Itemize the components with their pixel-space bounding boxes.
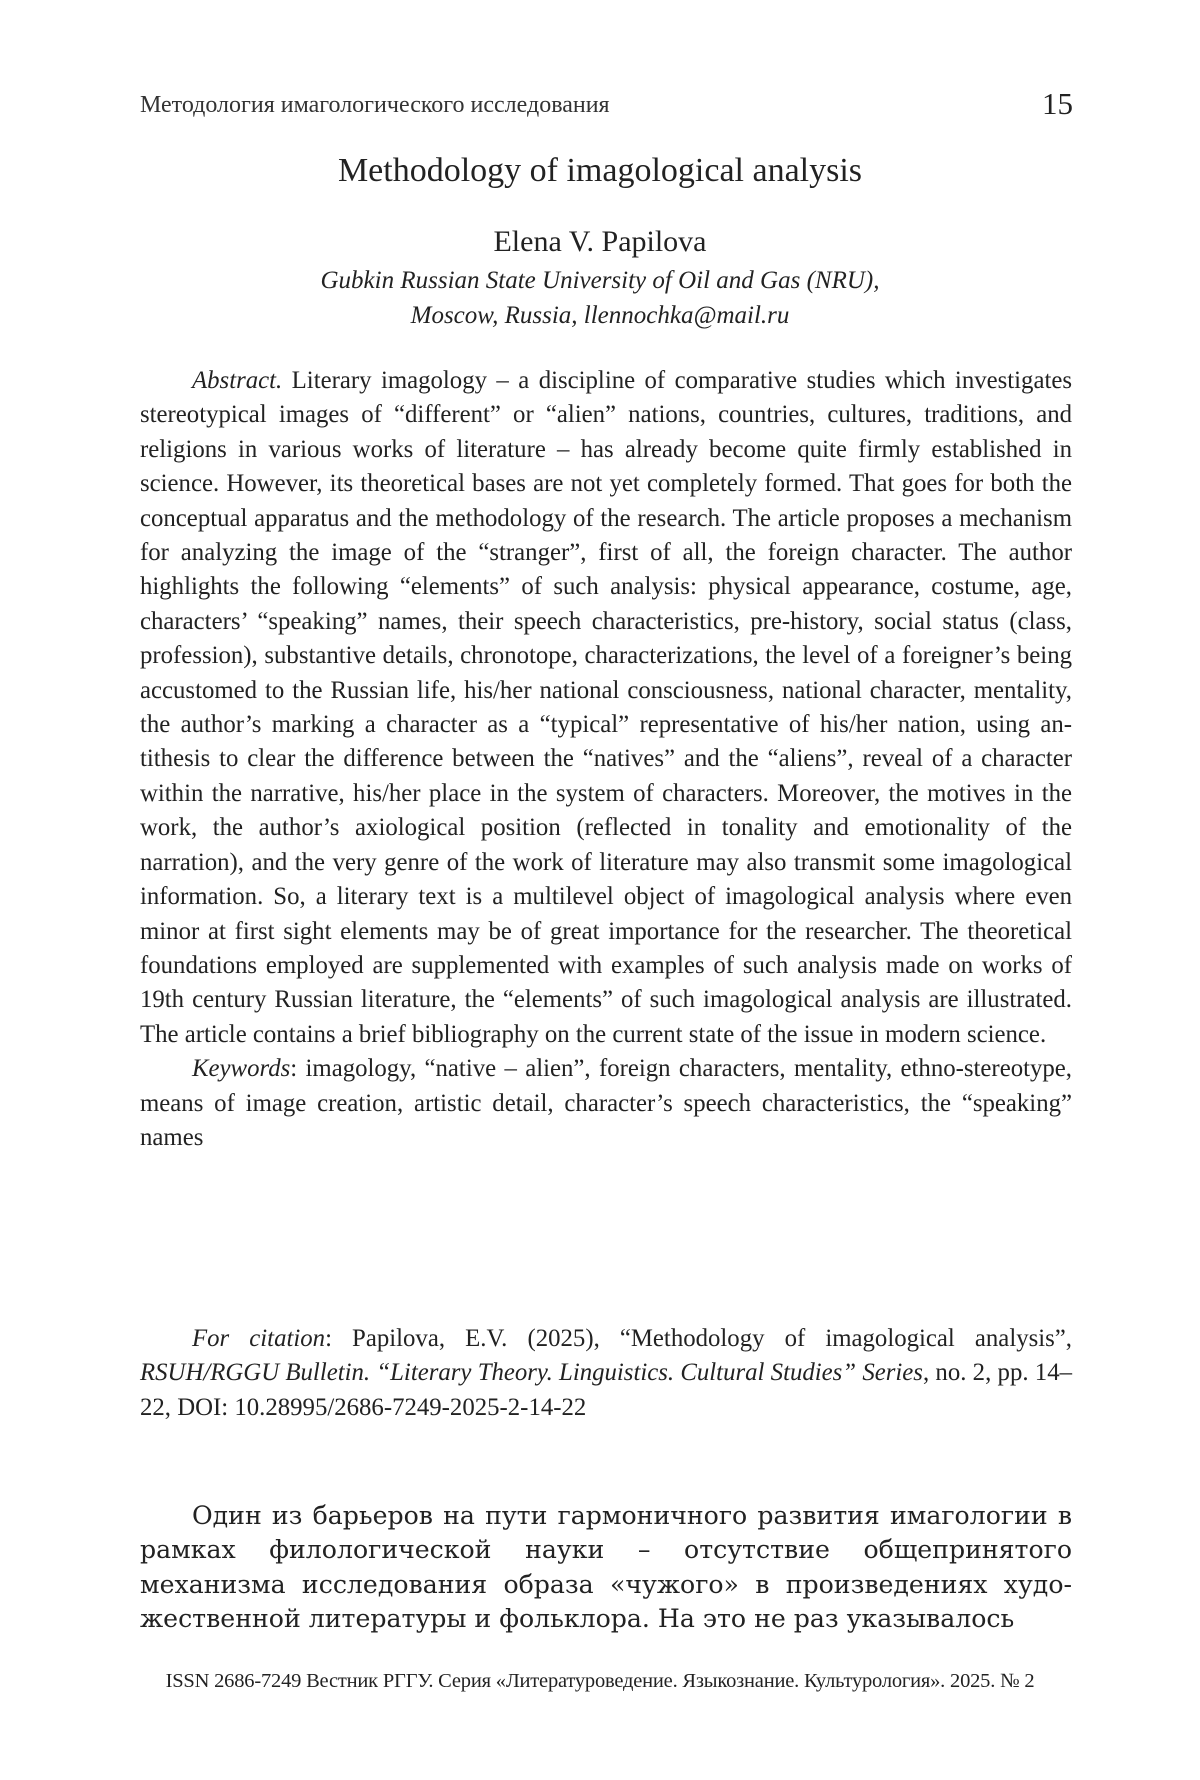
affiliation-line: Gubkin Russian State University of Oil and Gas (NRU), [320,267,880,294]
citation [140,1322,1072,1425]
page-number: 15 [1042,86,1073,121]
citation-section [140,1322,1072,1425]
article-title: Methodology of imagological analysis [337,152,863,189]
affiliation-line: Moscow, Russia, llennochka@mail.ru [410,302,790,329]
body-text [140,1499,1072,1637]
body-paragraph: Один из барьеров на пути гармоничного развития имагологии в рамках филологической науки – отсутствие общепринятого механизма исследования образа «чужого» в произведениях художественной литературы и фольклора. На это не раз указывалось [140,1501,1072,1634]
keywords [140,1052,1072,1155]
citation-details: , no. 2, pp. 14–22, DOI: 10.28995/2686-7249-2025-2-14-22 [140,1359,1072,1421]
author-affiliation [0,263,1200,333]
citation-text: : Papilova, E.V. (2025), “Methodology of imagological analysis”, [325,1325,1072,1352]
abstract [140,364,1072,1052]
abstract-text: Literary imagology – a discipline of comparative studies which investigates stereotypical images of “different” or “alien” nations, countries, cultures, traditions, and religions in various works of literature – has already become quite firmly established in science. However, its theoretical bases are not yet completely formed. That goes for both the conceptual apparatus and the methodology of the research. The article proposes a mechanism for analyzing the image of the “stranger”, first of all, the foreign character. The author highlights the following “elements” of such analysis: physical appearance, costume, age, characters’ “speaking” names, their speech characteristics, pre-history, social status (class, profession), substantive details, chronotope, characterizations, the level of a foreigner’s being accustomed to the Russian life, his/her national consciousness, national character, mentality, the author’s marking a character as a “typical” representative of his/her nation, using antithesis to clear the difference between the “natives” and the “aliens”, reveal of a character within the narrative, his/her place in the system of characters. Moreover, the motives in the work, the author’s axiological position (reflected in tonality and emotionality of the narration), and the very genre of the work of literature may also transmit some imagological information. So, a literary text is a multilevel object of imagological analysis where even minor at first sight elements may be of great importance for the researcher. The theoretical foundations employed are supplemented with examples of such analysis made on works of 19th century Russian literature, the “elements” of such imagological analysis are illustrated. The article contains a brief bibliography on the current state of the issue in modern science. [140,367,1072,1048]
keywords-label: Keywords [192,1055,291,1083]
keywords-text: : imagology, “native – alien”, foreign characters, mentality, ethno-stereotype, means of image creation, artistic detail, character’s speech characteristics, the “speaking” names [140,1055,1072,1151]
running-head: Методология имагологического исследования [140,92,610,118]
page-footer: ISSN 2686-7249 Вестник РГГУ. Серия «Литературоведение. Языкознание. Культурология». 2025. № 2 [165,1670,1035,1692]
citation-journal: RSUH/RGGU Bulletin. “Literary Theory. Linguistics. Cultural Studies” Series [140,1359,923,1387]
author-name: Elena V. Papilova [493,225,707,258]
abstract-label: Abstract. [192,367,283,394]
citation-label: For citation [192,1325,326,1352]
abstract-section [140,364,1072,1155]
